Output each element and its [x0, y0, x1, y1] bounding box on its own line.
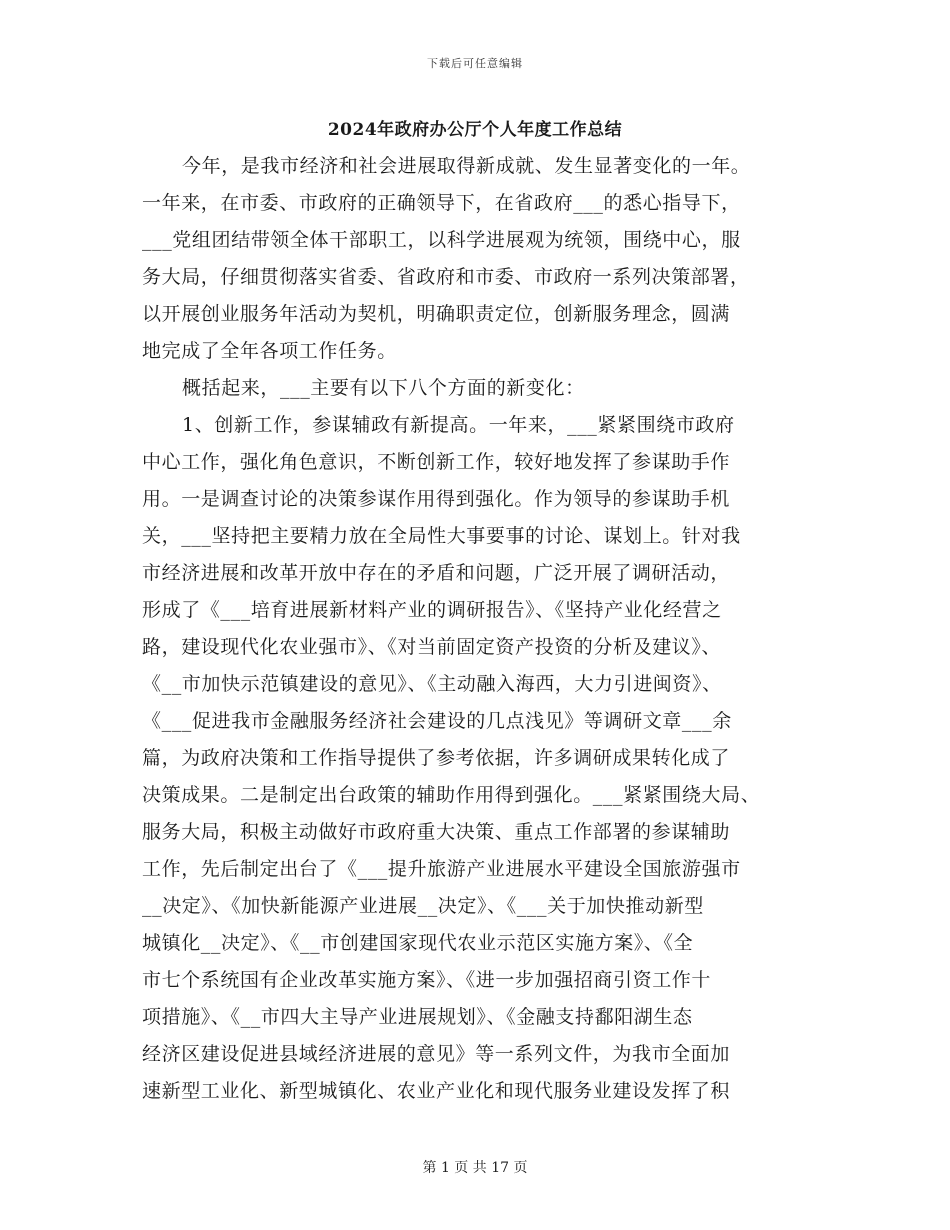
body-line: 决策成果。二是制定出台政策的辅助作用得到强化。___紧紧围绕大局、 — [142, 784, 761, 806]
body-line: 形成了《___培育进展新材料产业的调研报告》、《坚持产业化经营之 — [142, 599, 722, 621]
body-line: 市经济进展和改革开放中存在的矛盾和问题，广泛开展了调研活动， — [142, 562, 731, 584]
body-line: 中心工作，强化角色意识，不断创新工作，较好地发挥了参谋助手作 — [142, 451, 731, 473]
body-line: 项措施》、《__市四大主导产业进展规划》、《金融支持鄱阳湖生态 — [142, 1006, 693, 1028]
body-line: 路，建设现代化农业强市》、《对当前固定资产投资的分析及建议》、 — [142, 636, 722, 658]
body-line: 今年，是我市经济和社会进展取得新成就、发生显著变化的一年。 — [182, 155, 751, 177]
body-line: 概括起来，___主要有以下八个方面的新变化： — [182, 377, 585, 399]
body-line: 服务大局，积极主动做好市政府重大决策、重点工作部署的参谋辅助 — [142, 821, 731, 843]
body-line: 经济区建设促进县域经济进展的意见》等一系列文件，为我市全面加 — [142, 1043, 731, 1065]
page-footer: 第 1 页 共 17 页 — [422, 1160, 528, 1176]
body-line: 速新型工业化、新型城镇化、农业产业化和现代服务业建设发挥了积 — [142, 1080, 731, 1102]
body-line: __决定》、《加快新能源产业进展__决定》、《___关于加快推动新型 — [142, 895, 704, 917]
body-line: 用。一是调查讨论的决策参谋作用得到强化。作为领导的参谋助手机 — [142, 488, 731, 510]
body-line: 以开展创业服务年活动为契机，明确职责定位，创新服务理念，圆满 — [142, 303, 731, 325]
body-line: 篇，为政府决策和工作指导提供了参考依据，许多调研成果转化成了 — [142, 747, 731, 769]
body-line: 《__市加快示范镇建设的意见》、《主动融入海西，大力引进闽资》、 — [142, 673, 722, 695]
header-note: 下载后可任意编辑 — [427, 57, 523, 70]
body-line: 务大局，仔细贯彻落实省委、省政府和市委、市政府一系列决策部署， — [142, 266, 750, 288]
body-line: 城镇化__决定》、《__市创建国家现代农业示范区实施方案》、《全 — [142, 932, 694, 954]
body-line: ___党组团结带领全体干部职工，以科学进展观为统领，围绕中心，服 — [142, 229, 741, 251]
body-line: 工作，先后制定出台了《___提升旅游产业进展水平建设全国旅游强市 — [142, 858, 741, 880]
body-line: 1、创新工作，参谋辅政有新提高。一年来，___紧紧围绕市政府 — [182, 414, 735, 436]
body-line: 市七个系统国有企业改革实施方案》、《进一步加强招商引资工作十 — [142, 969, 712, 991]
body-line: 关，___坚持把主要精力放在全局性大事要事的讨论、谋划上。针对我 — [142, 525, 741, 547]
document-title: 2024年政府办公厅个人年度工作总结 — [327, 120, 623, 140]
document-body — [142, 148, 822, 1110]
body-line: 一年来，在市委、市政府的正确领导下，在省政府___的悉心指导下， — [142, 192, 741, 214]
body-line: 地完成了全年各项工作任务。 — [142, 340, 397, 362]
body-line: 《___促进我市金融服务经济社会建设的几点浅见》等调研文章___余 — [142, 710, 732, 732]
